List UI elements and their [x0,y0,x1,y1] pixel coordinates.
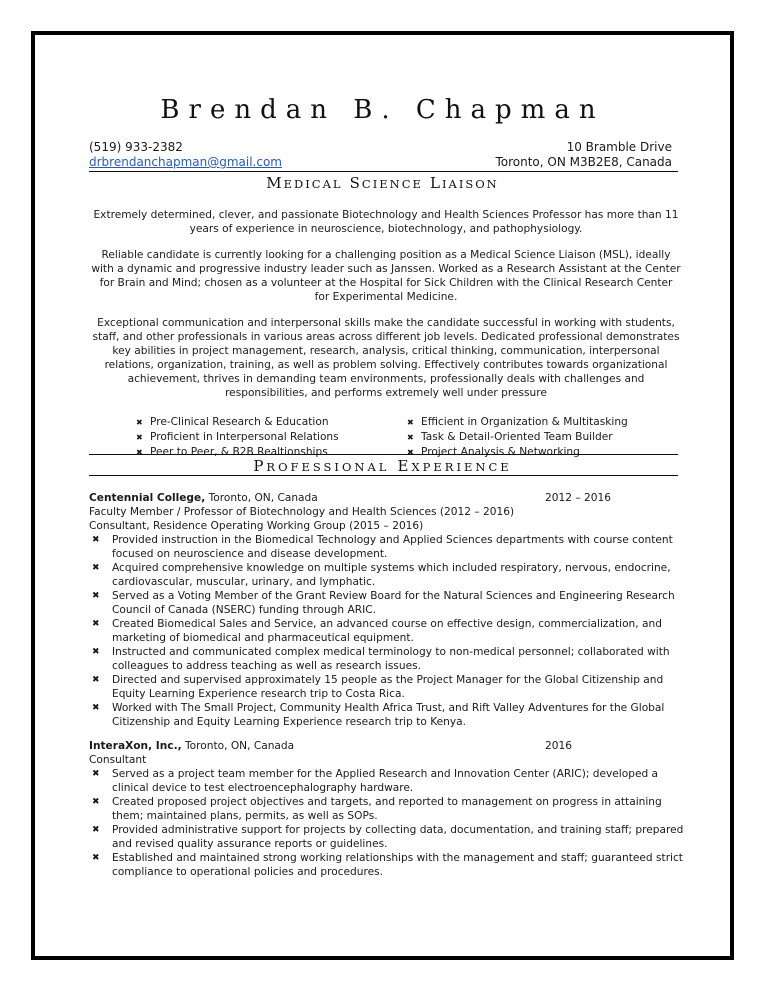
job-header [89,739,689,753]
skill-item: ✖ Efficient in Organization & Multitasking [407,416,628,428]
bullet-icon: ✖ [407,448,414,457]
job-dates: 2016 [545,740,572,752]
bullet-icon: ✖ [92,825,100,835]
job-entry-interaxon [89,739,689,879]
list-item: ✖ Provided administrative support for projects by collecting data, documentation, and training staff; prepared and revised quality assurance reports or guidelines. [92,824,684,850]
bullet-icon: ✖ [92,703,100,713]
experience-divider [89,475,678,476]
header-divider [89,171,678,172]
summary-paragraph-2: Reliable candidate is currently looking for a challenging position as a Medical Science Liaison (MSL), ideally with a dynamic and progressive industry leader such as Janssen. Worked as a Research Assistant at the Center for Brain and Mind; chosen as a volunteer at the Hospital for Sick Children with the Clinical Research Center for Experimental Medicine. [91,249,681,303]
bullet-icon: ✖ [92,675,100,685]
candidate-name: Brendan B. Chapman [160,95,605,125]
list-item: ✖ Served as a project team member for the Applied Research and Innovation Center (ARIC); developed a clinical device to test electroencephalography hardware. [92,768,659,794]
job-entry-centennial [89,491,689,729]
job-role: Consultant, Residence Operating Working Group (2015 – 2016) [89,520,424,532]
bullet-icon: ✖ [136,433,143,442]
job-header [89,491,689,505]
bullet-icon: ✖ [92,591,100,601]
list-item: ✖ Established and maintained strong working relationships with the management and staff; guaranteed strict compliance to operational policies and procedures. [92,852,683,878]
bullet-icon: ✖ [92,797,100,807]
city-address: Toronto, ON M3B2E8, Canada [495,155,672,169]
job-bullets [89,767,689,879]
bullet-icon: ✖ [92,853,100,863]
skills-divider [89,454,678,455]
summary-paragraph-1: Extremely determined, clever, and passionate Biotechnology and Health Sciences Professor has more than 11 years of experience in neuroscience, biotechnology, and pathophysiology. [93,209,679,235]
list-item: ✖ Directed and supervised approximately 15 people as the Project Manager for the Global Citizenship and Equity Learning Experience research trip to Costa Rica. [92,674,664,700]
phone-number: (519) 933-2382 [89,140,183,154]
job-bullets [89,533,689,729]
skill-item: ✖ Proficient in Interpersonal Relations [136,431,339,443]
job-role: Faculty Member / Professor of Biotechnology and Health Sciences (2012 – 2016) [89,506,515,518]
job-role: Consultant [89,754,147,766]
list-item: ✖ Acquired comprehensive knowledge on multiple systems which included respiratory, nervous, endocrine, cardiovascular, muscular, urinary, and lymphatic. [92,562,671,588]
bullet-icon: ✖ [407,433,414,442]
bullet-icon: ✖ [92,535,100,545]
bullet-icon: ✖ [92,619,100,629]
skill-item: ✖ Peer to Peer, & B2B Realtionships [136,446,328,458]
skill-item: ✖ Project Analysis & Networking [407,446,580,458]
experience-section-title: PROFESSIONAL EXPERIENCE [253,457,512,475]
list-item: ✖ Worked with The Small Project, Community Health Africa Trust, and Rift Valley Adventures for the Global Citizenship and Equity Learning Experience research trip to Kenya. [92,702,665,728]
bullet-icon: ✖ [92,563,100,573]
job-location: Toronto, ON, Canada [181,740,295,752]
bullet-icon: ✖ [407,418,414,427]
bullet-icon: ✖ [136,418,143,427]
email-link[interactable]: drbrendanchapman@gmail.com [89,155,282,169]
list-item: ✖ Instructed and communicated complex medical terminology to non-medical personnel; collaborated with colleagues to address teaching as well as research issues. [92,646,670,672]
job-location: Toronto, ON, Canada [205,492,318,504]
list-item: ✖ Created Biomedical Sales and Service, an advanced course on effective design, commercialization, and marketing of biomedical and pharmaceutical equipment. [92,618,662,644]
resume-page [31,31,734,960]
company-name: Centennial College, [89,492,206,504]
list-item: ✖ Provided instruction in the Biomedical Technology and Applied Sciences departments with course content focused on neuroscience and disease development. [92,534,673,560]
list-item: ✖ Created proposed project objectives and targets, and reported to management on progress in attaining them; maintained plans, permits, as well as SOPs. [92,796,662,822]
bullet-icon: ✖ [92,647,100,657]
skill-item: ✖ Task & Detail-Oriented Team Builder [407,431,613,443]
summary-paragraph-3: Exceptional communication and interpersonal skills make the candidate successful in working with students, staff, and other professionals in various areas across different job levels. Dedicated professional demonstrates key abilities in project management, research, analysis, critical thinking, communication, interpersonal relations, organization, training, as well as problem solving. Effectively contributes towards organizational achievement, thrives in demanding team environments, professionally deals with challenges and responsibilities, and performs extremely well under pressure [92,317,680,399]
bullet-icon: ✖ [136,448,143,457]
street-address: 10 Bramble Drive [566,140,672,154]
company-name: InteraXon, Inc., [89,740,182,752]
list-item: ✖ Served as a Voting Member of the Grant Review Board for the Natural Sciences and Engineering Research Council of Canada (NSERC) funding through ARIC. [92,590,675,616]
headline-title: MEDICAL SCIENCE LIAISON [266,174,499,192]
bullet-icon: ✖ [92,769,100,779]
job-dates: 2012 – 2016 [545,492,611,504]
skill-item: ✖ Pre-Clinical Research & Education [136,416,329,428]
